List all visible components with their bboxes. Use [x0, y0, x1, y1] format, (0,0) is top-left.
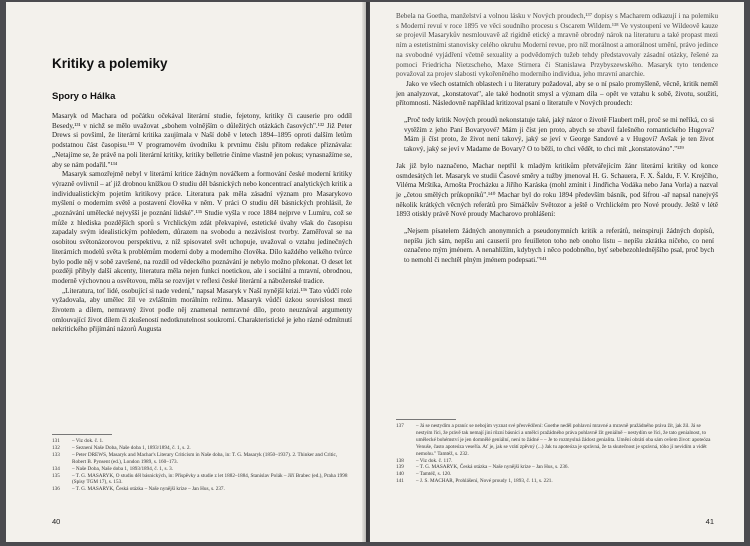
footnote-number: 134 — [52, 465, 60, 472]
right-body-text-mid — [396, 162, 718, 220]
right-body-text — [396, 12, 718, 109]
footnote-text: – Naše Doba, Naše doba 1, 1893/1894, č. 1, s. 3. — [72, 465, 173, 472]
block-quote: „Proč tedy kritik Nových proudů nekonstatuje také, jaký názor o životě Flaubert měl, proč se mi neříká, co si vytěžím z jeho Paní Bovaryové? Mám ji číst jen proto, abych se zbavil falešného romantického Hugova? Mám ji číst proto, že život není takový, jaký se jeví v George Sandové a v Hugovi? Avšak je ten život takový, jaký se jeví v Madame de Bovary? O to běží, to chci vědět, to chci mít „konstatováno"."¹³⁹ — [404, 116, 714, 154]
paragraph: „Literatura, toť lidé, osobující si nade vedení," napsal Masaryk v Naší nynější krizi.¹³⁶ Tato vůdčí role vyžadovala, aby umělec žil ve zvláštním morálním režimu. Masaryk vůdčí úzkou souvislost mezi životem a dílem, nemravný život podle něj znamenal nemravné dílo, proto neuznával argumenty omlouvající život dílem či zkušeností nedotknutelnost soukromí. Charakteristické je jeho rázné odmítnutí nekritického přijímání názorů Augusta — [52, 286, 352, 334]
footnote-number: 137 — [396, 423, 404, 429]
paragraph: Masaryk od Machara od počátku očekával literární studie, fejetony, kritiky či causerie pro oddíl Besedy,¹³¹ v nichž se mělo uvažovat „sbohem volnějším o důležitých otázkách časových".¹³² Již Peter Drews si povšiml, že literární kritika zaujímala v Naší době v letech 1894–1895 oproti dalším letům podstatnou část časopisu.¹³³ V programovém úvodníku k prvnímu číslu přitom redakce přiznávala: „Netajíme se, že právě na poli literární kritiky, kritiky belletrie činíme vlastně jen pokus; vynasnažíme se, aby se nám podařil."¹³⁴ — [52, 112, 352, 169]
footnote-text: – Já se nestydím a praníc se nebojím vyznat své přesvědčení: Goethe neděl pohlavní mravné a mravně pražádného práva žít, jak žil. Já se nestyím říci, že právě tak nemají jiní různí básníci a umělci pražádného práva pohlavně žít geniálně – nestydím se říci, že tato genialnost, to umělecké bohémství je jen domnělé geniální, není to žádné – – Je to rozmyslná žádost genialita. Umění obrátí oba sám ovšem život: apoteóza Venuše, často apoteóza veseřía. Ať je, jak se vrátí zpěvný (...) Jak tu apoteóza je správná, že ta skutečnost je správná, tóho jí nevidím a vidět nemohu." Tamtéž, s. 232. — [416, 423, 711, 457]
footnote-text: – T. G. MASARYK, Česká otázka – Naše nynější krize – Jan Hus, s. 237. — [72, 486, 225, 493]
block-quote: „Nejsem písatelem žádných anonymních a pseudonymních kritik a referátů, neinspiruji žádných dopisů, nepíšu jich sám, nepíšu ani causerií pro feuilleton toho neb onoho listu – nepíšu zkrátka ničeho, co není označeno mým jménem. A nenahlížím, kdybych i něco podobného, byť sebebezohlednějšího psal, proč bych to nemohl či nechtěl plným jménem podepsati."¹⁴¹ — [404, 227, 714, 265]
footnote-rule — [396, 419, 456, 420]
footnote-number: 133 — [52, 451, 60, 458]
footnote — [396, 471, 718, 478]
footnote-number: 138 — [396, 457, 404, 464]
footnote — [52, 486, 352, 493]
paragraph: Masaryk samozřejmě nebyl v literární kritice žádným nováčkem a formování české moderní kritiky výrazně ovlivnil – ať již drobnou knížkou O studiu děl básnických nebo koncentrací analytických kritik a individualistickým pojetím kritikovy práce. Literatura pak měla zásadní význam pro Masarykovo myšlení o moderním světě a postavení člověka v něm. V práci O studiu děl básnických prohlásil, že „poznávání umělecké nejvyšší je poznání lidské".¹³⁵ Studie vyšla v roce 1884 nejprve v Lumíru, což se může z hlediska pozdějších sporů s Vrchlickým zdát překvapivé, estetické úvahy však do časopisu zapadaly svým idealistickým pohledem, důrazem na svobodu a nezávislost tvorby. Zaměřoval se na osobitou světonázorovou perspektivu, z níž spisovatel svět uchopuje, uvažoval o vztahu jedinečných literárních modelů světa k problémům moderní doby a moderního člověka. Dílo každého velkého tvůrce bylo podle něj v sobě završené, na rozdíl od vědeckého poznávání je nebylo možno překonat. O deset let později přibyly další akcenty, literatura měla nejen funkci noetickou, ale i sociální a mravní, obrodnou, moderně výchovnou a osvětovou, měla se rozvíjet v reflexi české literární a náboženské tradice. — [52, 170, 352, 285]
right-page — [370, 2, 744, 542]
paragraph: Jako ve všech ostatních oblastech i u literatury požadoval, aby se o ní psalo promyšleně, věcně, kritik neměl jen analyzovat, „konstatovat", ale také hodnotit smysl a význam díla – opět ve vztahu k sobě, životu, soužití, přítomnosti. Následovně například kritizoval psaní o literatuře v Nových proudech: — [396, 79, 718, 108]
footnote — [52, 466, 352, 473]
footnote — [396, 464, 718, 471]
footnote-text: – Seznení Naše Doba, Naše doba 1, 1893/1894, č. 1, s. 2. — [72, 444, 191, 451]
footnote-text: – T. G. MASARYK, O studiu děl básnických, in: Příspěvky a studie z let 1882–1884, Stanislav Polák – Jiří Brabec (ed.), Praha 1998 (Spisy TGM 17), s. 153. — [72, 472, 348, 486]
footnote-text: – Tamtéž, s. 120. — [416, 471, 452, 478]
footnote-number: 140 — [396, 471, 404, 478]
footnote — [52, 438, 352, 445]
footnote — [396, 478, 718, 485]
footnote-number: 131 — [52, 438, 60, 444]
paragraph: Bebela na Goetha, manželství a volnou lásku v Nových proudech,¹³⁷ dopisy s Macharem odkazují i na polemiku s Moderní revuí v roce 1895 ve věci soudního procesu s Oscarem Wildem.¹³⁸ Ve vystoupení ve Wildeově kauze se projevil Masarykův nesmlouvavě až rigidně etický a mravně obrodný nárok na literaturu a také propast mezi ním a estetistními stanovisky celého okruhu Moderní revue, pro níž morálnost a amorálnost umění, právo jedince na svobodné vyjádření včetně sexuality a podvědomých tužeb tehdy představovaly zásadní otázky, řešené za pomoci Friedricha Nietzscheho, Maxe Stirnera či Stanislawa Przybyszewského. Masaryk tyto tendence považoval za projev slabosti vykořeněného moderního individua, jeho mravní anarchie. — [396, 12, 718, 79]
chapter-title: Kritiky a polemiky — [52, 56, 168, 71]
footnote — [52, 445, 352, 452]
footnote-number: 139 — [396, 464, 404, 471]
left-footnotes — [52, 434, 352, 493]
footnote — [52, 452, 352, 466]
page-number-right: 41 — [705, 517, 714, 526]
right-footnotes — [396, 419, 718, 485]
left-page — [6, 2, 366, 542]
footnote-text: – T. G. MASARYK, Česká otázka – Naše nynější krize – Jan Hus, s. 236. — [416, 464, 569, 471]
section-title: Spory o Hálka — [52, 91, 116, 102]
footnote-text: – J. S. MACHAR, Prohlášení, Nové proudy 1, 1893, č. 11, s. 221. — [416, 478, 553, 485]
left-body-text — [52, 112, 352, 335]
footnote-number: 132 — [52, 444, 60, 451]
footnote-number: 136 — [52, 486, 60, 493]
page-number-left: 40 — [52, 517, 61, 526]
footnote-text: – Viz dok. č. 1. — [72, 438, 104, 444]
footnote-rule — [52, 434, 112, 435]
footnote — [396, 423, 718, 458]
footnote-text: – Viz dok. č. 117. — [416, 457, 453, 464]
paragraph: Jak již bylo naznačeno, Machar neptřil k mladým kritikům přetvářejícím žánr literární kritiky od konce osmdesátých let. Masaryk ve studii Časové směry a tužby jmenoval H. G. Schauera, F. X. Šaldu, F. V. Krejčího, Viléma Mrštíka, Arnošta Procházku a Jiřího Karáska (mohl zmínit i Jindřicha Vodáka nebo Jana Vorla) a nazval je „četou smělých průkopníků".¹⁴⁰ Machar byl do roku 1894 především básník, pod šifrou -ař napsal nanejvýš několik krátkých věcných referátů pro Simáčkův Světozor a ještě o Vrchlickém pro Nové proudy. Ještě v létě 1893 otiskly právě Nové proudy Macharovo prohlášení: — [396, 161, 718, 219]
footnote-number: 141 — [396, 478, 404, 485]
footnote — [52, 473, 352, 487]
footnote-text: – Peter DREWS, Masaryk and Machar's Literary Criticism in Naše doba, in: T. G. Masaryk (1850–1937). 2. Thinker and Critic, Robert B. Pynsent (ed.), London 1989, s. 160–173. — [72, 451, 338, 465]
footnote-number: 135 — [52, 472, 60, 479]
